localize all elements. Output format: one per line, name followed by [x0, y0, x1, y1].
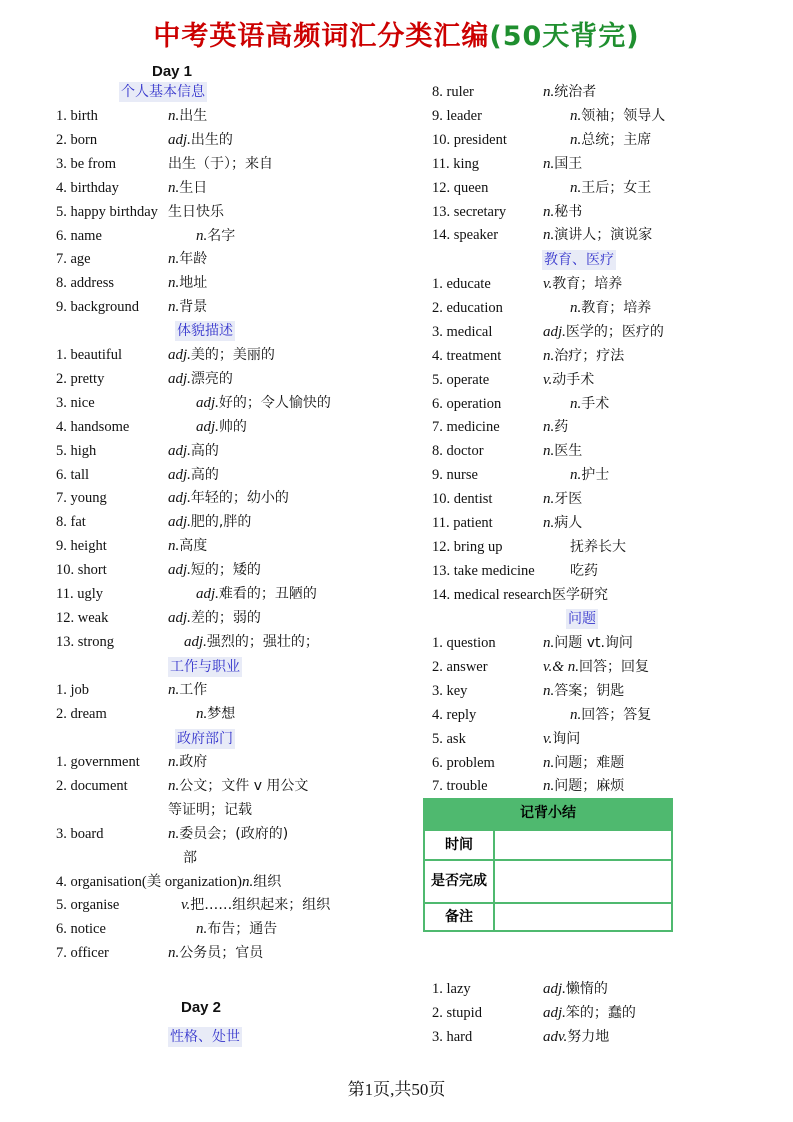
definition-text: 工作 [179, 682, 208, 698]
definition-text: 国王 [554, 155, 583, 172]
part-of-speech: n. [570, 299, 582, 316]
summary-title: 记背小结 [425, 800, 671, 829]
definition-text: 政府 [179, 754, 208, 770]
definition-text: 生日 [179, 179, 208, 196]
vocab-word: 1. government [56, 754, 140, 770]
vocab-word: 9. leader [432, 107, 482, 124]
definition-text: 问题；麻烦 [554, 778, 625, 795]
vocab-word: 1. beautiful [56, 347, 123, 363]
part-of-speech: n. [570, 395, 582, 412]
vocab-word: 9. background [56, 299, 139, 316]
vocab-word: 10. dentist [432, 491, 493, 508]
vocab-definition [543, 345, 624, 367]
definition-text: 总统；主席 [581, 131, 652, 148]
category-education: 教育、医疗 [544, 252, 614, 268]
part-of-speech: n. [168, 945, 180, 962]
part-of-speech: adj. [196, 394, 219, 411]
vocab-definition [552, 584, 608, 606]
vocab-word: 1. lazy [432, 981, 471, 997]
vocab-definition [168, 775, 308, 797]
page-title [0, 14, 793, 53]
definition-text: 手术 [581, 395, 610, 412]
vocab-word: 14. speaker [432, 227, 499, 244]
definition-text: 肥的,胖的 [190, 514, 252, 531]
part-of-speech: adj. [168, 466, 191, 483]
vocab-word: 4. birthday [56, 179, 119, 196]
vocab-word: 13. secretary [432, 203, 507, 220]
vocab-word: 2. dream [56, 705, 107, 722]
part-of-speech: adj. [168, 490, 191, 507]
vocab-word: 7. age [56, 251, 91, 268]
definition-text: 演讲人；演说家 [554, 227, 653, 244]
vocab-word: 3. key [432, 682, 468, 699]
vocab-definition [168, 368, 233, 390]
definition-text: 医生 [554, 443, 583, 460]
part-of-speech: n. [543, 155, 555, 172]
part-of-speech: v. [543, 276, 553, 292]
vocab-definition [570, 536, 626, 558]
vocab-word: 7. trouble [432, 778, 488, 795]
title-main: 中考英语高频词汇分类汇编 [153, 21, 490, 52]
vocab-definition [543, 752, 624, 774]
part-of-speech: n. [543, 754, 555, 771]
vocab-definition [570, 560, 598, 582]
vocab-definition [168, 799, 252, 821]
vocab-word: 6. name [56, 227, 102, 244]
vocab-word: 5. organise [56, 897, 120, 914]
summary-row-notes [425, 902, 671, 930]
day-2-heading: Day 2 [181, 999, 222, 1016]
definition-text: 病人 [554, 515, 583, 531]
day-1-heading: Day 1 [152, 63, 193, 80]
part-of-speech: n. [543, 419, 555, 436]
definition-text: 组织 [253, 873, 282, 890]
definition-text: 地址 [179, 275, 208, 292]
vocab-definition [543, 728, 580, 750]
summary-label-complete: 是否完成 [425, 861, 495, 902]
definition-text: 吃药 [570, 562, 598, 579]
vocab-definition [543, 978, 608, 1000]
definition-text: 短的；矮的 [190, 562, 261, 579]
part-of-speech: n. [570, 467, 582, 484]
vocab-definition [543, 273, 622, 295]
definition-text: 答案；钥匙 [554, 682, 625, 699]
vocab-word: 5. happy birthday [56, 203, 158, 220]
part-of-speech: adj. [168, 562, 191, 579]
definition-text: 医学研究 [552, 586, 608, 603]
vocab-definition [196, 416, 247, 438]
category-government: 政府部门 [177, 731, 233, 747]
part-of-speech: adj. [168, 370, 191, 387]
definition-text: 医学的；医疗的 [565, 323, 664, 340]
vocab-word: 2. stupid [432, 1004, 482, 1021]
vocab-definition [543, 81, 596, 103]
vocab-word: 11. patient [432, 515, 493, 531]
category-personal: 个人基本信息 [121, 84, 205, 100]
vocab-word: 5. high [56, 442, 97, 459]
part-of-speech: n. [168, 299, 180, 316]
vocab-word: 2. born [56, 131, 98, 148]
vocab-definition [168, 511, 251, 533]
vocab-word: 12. queen [432, 179, 489, 196]
part-of-speech: v. [543, 730, 553, 747]
summary-label-time: 时间 [425, 831, 495, 859]
vocab-word: 6. problem [432, 754, 495, 771]
part-of-speech: n. [242, 873, 254, 890]
definition-text: 牙医 [554, 491, 583, 508]
vocab-word: 2. document [56, 777, 128, 794]
vocab-definition [168, 440, 219, 462]
definition-text: 把……组织起来；组织 [190, 897, 331, 914]
definition-text: 领袖；领导人 [581, 107, 666, 124]
vocab-definition [196, 392, 331, 414]
vocab-definition [168, 129, 233, 151]
vocab-word: 8. ruler [432, 84, 474, 100]
part-of-speech: n. [570, 706, 582, 723]
definition-text: 难看的；丑陋的 [218, 586, 317, 602]
vocab-definition [570, 105, 665, 127]
summary-value-complete[interactable] [495, 861, 671, 902]
vocab-word: 8. fat [56, 514, 86, 531]
vocab-definition [168, 607, 261, 629]
part-of-speech: adj. [168, 609, 191, 626]
vocab-definition [181, 894, 330, 916]
part-of-speech: n. [168, 682, 180, 698]
vocab-word: 3. hard [432, 1028, 473, 1045]
definition-text: 好的；令人愉快的 [218, 394, 331, 411]
definition-text: 教育；培养 [581, 299, 652, 316]
vocab-definition [183, 847, 197, 869]
summary-row-complete [425, 859, 671, 902]
part-of-speech: n. [168, 825, 180, 842]
vocab-definition [570, 177, 651, 199]
vocab-definition [168, 679, 207, 701]
definition-text: 名字 [207, 227, 236, 244]
part-of-speech: n. [168, 777, 180, 794]
category-character: 性格、处世 [170, 1029, 240, 1045]
page-footer: 第1页,共50页 [347, 1080, 446, 1099]
definition-text: 王后；女王 [581, 179, 652, 196]
definition-text: 问题 vt.询问 [554, 635, 633, 651]
vocab-word: 13. strong [56, 633, 114, 650]
vocab-definition [168, 823, 288, 845]
definition-text: 漂亮的 [190, 370, 233, 387]
summary-value-notes[interactable] [495, 904, 671, 930]
part-of-speech: n. [168, 754, 180, 770]
vocab-definition [168, 105, 207, 127]
vocab-word: 6. notice [56, 921, 106, 938]
part-of-speech: adv. [543, 1028, 568, 1045]
definition-text: 公务员；官员 [179, 945, 264, 962]
definition-text: 笨的；蠢的 [565, 1004, 636, 1021]
part-of-speech: adj. [184, 633, 207, 650]
vocab-word: 2. education [432, 299, 503, 316]
summary-value-time[interactable] [495, 831, 671, 859]
study-summary-table [423, 798, 673, 932]
definition-text: 护士 [581, 467, 610, 484]
vocab-word: 1. birth [56, 108, 98, 124]
part-of-speech: n. [196, 227, 208, 244]
vocab-word: 9. nurse [432, 467, 478, 484]
vocab-definition [168, 344, 275, 366]
definition-text: 梦想 [207, 705, 236, 722]
definition-text: 懒惰的 [565, 981, 608, 997]
definition-text: 年龄 [179, 251, 208, 268]
vocab-word: 5. operate [432, 371, 490, 388]
part-of-speech: adj. [543, 323, 566, 340]
definition-text: 高的 [190, 442, 219, 459]
vocab-definition [543, 656, 649, 678]
vocab-definition [570, 393, 609, 415]
part-of-speech: n. [543, 515, 555, 531]
vocab-definition [168, 487, 289, 509]
vocab-definition [543, 201, 582, 223]
vocab-definition [543, 153, 582, 175]
vocab-word: 7. medicine [432, 419, 500, 436]
vocab-word: 6. operation [432, 395, 502, 412]
summary-row-time [425, 829, 671, 859]
vocab-word: 8. address [56, 275, 114, 292]
definition-text: 差的；弱的 [190, 609, 261, 626]
vocab-definition [196, 918, 277, 940]
vocab-word: 5. ask [432, 730, 466, 747]
vocab-definition [168, 942, 263, 964]
vocab-definition [543, 632, 633, 654]
vocab-definition [168, 559, 261, 581]
vocab-definition [168, 535, 207, 557]
definition-text: 药 [554, 419, 569, 436]
vocab-definition [242, 871, 281, 893]
category-appearance: 体貌描述 [177, 323, 233, 339]
definition-text: 动手术 [552, 371, 595, 388]
part-of-speech: n. [543, 778, 555, 795]
part-of-speech: n. [168, 538, 180, 555]
vocab-definition [543, 369, 594, 391]
definition-text: 生日快乐 [168, 203, 224, 220]
part-of-speech: n. [168, 108, 180, 124]
vocab-definition [570, 704, 651, 726]
vocab-definition [543, 224, 652, 246]
vocab-definition [543, 1002, 636, 1024]
definition-text: 公文；文件 v 用公文 [179, 777, 309, 794]
vocab-word: 9. height [56, 538, 107, 555]
vocab-definition [543, 512, 582, 534]
vocab-word: 4. reply [432, 706, 477, 723]
vocab-definition [543, 416, 568, 438]
vocab-definition [168, 296, 207, 318]
vocab-word: 3. board [56, 825, 104, 842]
vocab-definition [196, 225, 235, 247]
part-of-speech: n. [543, 491, 555, 508]
part-of-speech: n. [168, 275, 180, 292]
definition-text: 出生 [179, 108, 208, 124]
definition-text: 治疗；疗法 [554, 347, 625, 364]
vocab-word: 4. treatment [432, 347, 502, 364]
definition-text: 统治者 [554, 84, 597, 100]
part-of-speech: v. [543, 371, 553, 388]
vocab-word: 4. organisation(美 organization) [56, 873, 242, 890]
part-of-speech: n. [543, 227, 555, 244]
vocab-word: 3. be from [56, 155, 116, 172]
part-of-speech: adj. [168, 347, 191, 363]
part-of-speech: n. [570, 107, 582, 124]
definition-text: 美的；美丽的 [190, 347, 275, 363]
vocab-word: 11. ugly [56, 586, 103, 602]
definition-text: 秘书 [554, 203, 583, 220]
part-of-speech: adj. [168, 442, 191, 459]
vocab-word: 1. question [432, 635, 496, 651]
part-of-speech: n. [543, 203, 555, 220]
definition-text: 努力地 [567, 1028, 610, 1045]
vocab-word: 2. pretty [56, 370, 105, 387]
vocab-definition [543, 775, 624, 797]
vocab-definition [168, 153, 273, 175]
definition-text: 高度 [179, 538, 208, 555]
vocab-word: 3. nice [56, 394, 95, 411]
vocab-word: 8. doctor [432, 443, 484, 460]
part-of-speech: n. [543, 347, 555, 364]
part-of-speech: v.& n. [543, 658, 579, 675]
part-of-speech: n. [168, 251, 180, 268]
definition-text: 教育；培养 [552, 276, 623, 292]
part-of-speech: adj. [543, 1004, 566, 1021]
vocab-word: 12. weak [56, 609, 109, 626]
vocab-definition [168, 464, 219, 486]
vocab-word: 10. president [432, 131, 507, 148]
vocab-word: 6. tall [56, 466, 90, 483]
definition-text: 等证明；记载 [168, 801, 252, 818]
vocab-definition [168, 751, 207, 773]
definition-text: 出生（于）；来自 [168, 155, 273, 172]
definition-text: 问题；难题 [554, 754, 625, 771]
vocab-word: 13. take medicine [432, 562, 535, 579]
category-problem: 问题 [568, 611, 596, 627]
definition-text: 高的 [190, 466, 219, 483]
vocab-definition [184, 631, 319, 653]
vocab-definition [570, 129, 651, 151]
vocab-definition [543, 680, 624, 702]
category-work: 工作与职业 [170, 659, 240, 675]
vocab-definition [570, 297, 651, 319]
part-of-speech: n. [543, 443, 555, 460]
part-of-speech: adj. [196, 418, 219, 435]
vocab-word: 1. educate [432, 276, 491, 292]
vocab-word: 7. officer [56, 945, 109, 962]
vocab-word: 14. medical research [432, 586, 552, 603]
part-of-speech: n. [196, 705, 208, 722]
part-of-speech: n. [570, 179, 582, 196]
part-of-speech: n. [543, 635, 555, 651]
part-of-speech: v. [181, 897, 191, 914]
title-days: (50天背完) [489, 21, 640, 52]
part-of-speech: n. [543, 84, 555, 100]
definition-text: 强烈的；强壮的； [206, 633, 319, 650]
vocab-word: 10. short [56, 562, 107, 579]
vocab-definition [543, 1026, 609, 1048]
definition-text: 帅的 [218, 418, 247, 435]
vocab-word: 7. young [56, 490, 107, 507]
part-of-speech: adj. [543, 981, 566, 997]
vocab-definition [168, 177, 207, 199]
part-of-speech: adj. [168, 131, 191, 148]
vocab-definition [168, 201, 224, 223]
part-of-speech: n. [543, 682, 555, 699]
definition-text: 出生的 [190, 131, 233, 148]
definition-text: 布告；通告 [207, 921, 278, 938]
definition-text: 询问 [552, 730, 581, 747]
vocab-word: 1. job [56, 682, 90, 698]
part-of-speech: adj. [196, 586, 219, 602]
vocab-definition [570, 464, 609, 486]
summary-label-notes: 备注 [425, 904, 495, 930]
definition-text: 抚养长大 [570, 538, 626, 555]
part-of-speech: n. [196, 921, 208, 938]
vocab-word: 4. handsome [56, 418, 130, 435]
vocab-definition [543, 321, 664, 343]
definition-text: 背景 [179, 299, 208, 316]
part-of-speech: n. [168, 179, 180, 196]
part-of-speech: adj. [168, 514, 191, 531]
definition-text: 委员会；(政府的) [179, 825, 289, 842]
definition-text: 年轻的；幼小的 [190, 490, 289, 507]
vocab-word: 11. king [432, 155, 479, 172]
definition-text: 回答；回复 [578, 658, 649, 675]
vocab-definition [543, 440, 582, 462]
vocab-definition [168, 248, 207, 270]
definition-text: 回答；答复 [581, 706, 652, 723]
vocab-word: 3. medical [432, 323, 493, 340]
definition-text: 部 [183, 849, 197, 866]
vocab-definition [196, 583, 317, 605]
vocab-definition [168, 272, 207, 294]
vocab-word: 2. answer [432, 658, 488, 675]
part-of-speech: n. [570, 131, 582, 148]
vocab-definition [543, 488, 582, 510]
vocab-word: 12. bring up [432, 538, 503, 555]
vocab-definition [196, 703, 235, 725]
